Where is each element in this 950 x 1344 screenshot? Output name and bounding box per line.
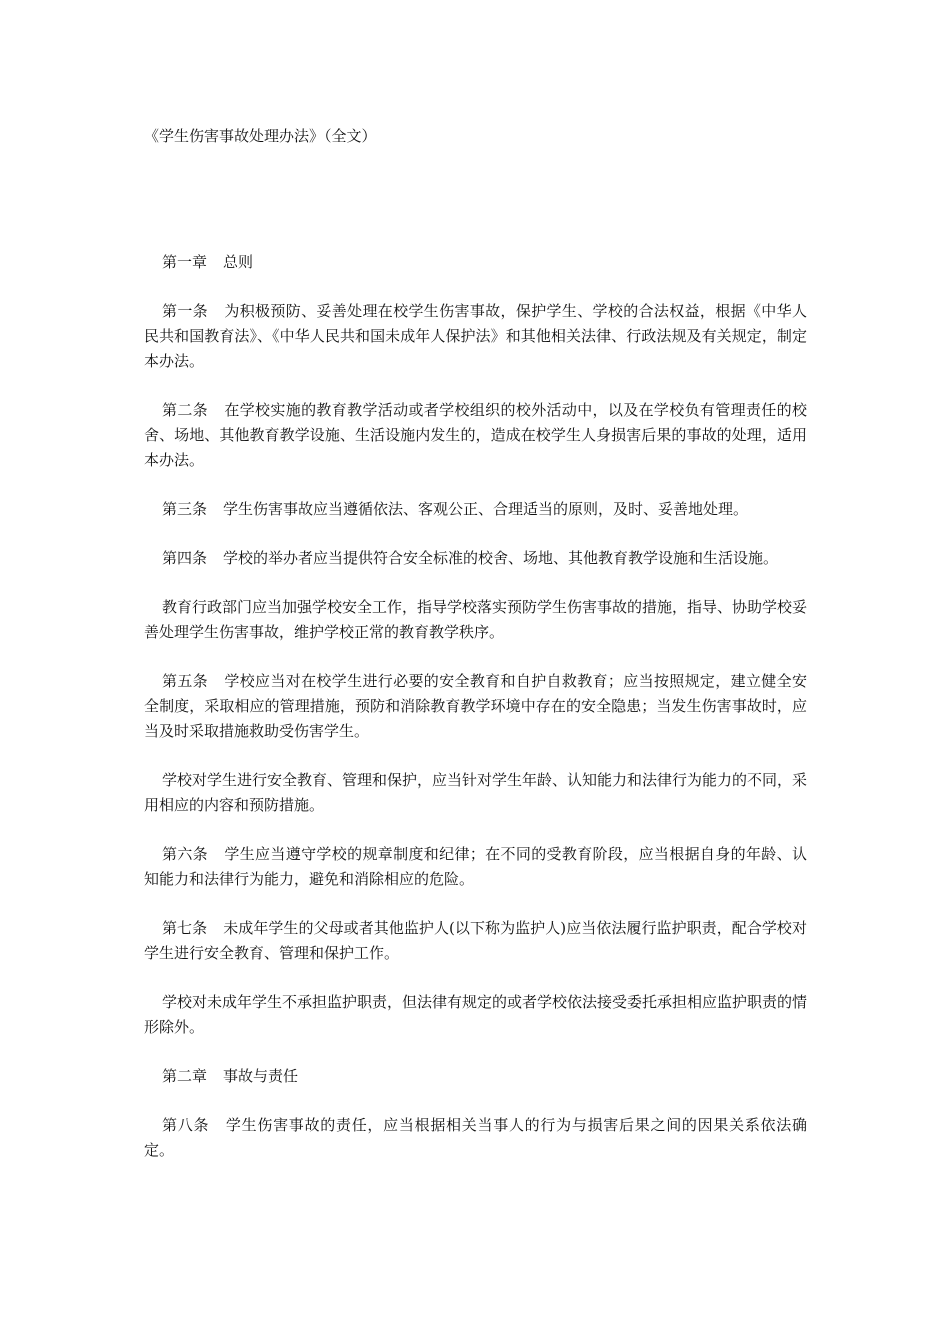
document-title: 《学生伤害事故处理办法》（全文） bbox=[144, 127, 377, 145]
article-paragraph bbox=[144, 546, 807, 571]
continuation-paragraph bbox=[144, 768, 807, 818]
article-label: 第七条 bbox=[162, 919, 208, 937]
article-text: 为积极预防、妥善处理在校学生伤害事故，保护学生、学校的合法权益，根据《中华人民共和国教育法》、《中华人民共和国未成年人保护法》和其他相关法律、行政法规及有关规定，制定本办法。 bbox=[144, 302, 807, 370]
article-text: 在学校实施的教育教学活动或者学校组织的校外活动中，以及在学校负有管理责任的校舍、场地、其他教育教学设施、生活设施内发生的，造成在校学生人身损害后果的事故的处理，适用本办法。 bbox=[144, 401, 807, 469]
article-paragraph bbox=[144, 669, 807, 744]
article-text: 学校应当对在校学生进行必要的安全教育和自护自救教育；应当按照规定，建立健全安全制度，采取相应的管理措施，预防和消除教育教学环境中存在的安全隐患；当发生伤害事故时，应当及时采取措施救助受伤害学生。 bbox=[144, 672, 807, 740]
article-label: 第八条 bbox=[162, 1116, 210, 1134]
paragraph-text: 学校对未成年学生不承担监护职责，但法律有规定的或者学校依法接受委托承担相应监护职责的情形除外。 bbox=[144, 993, 808, 1036]
article-paragraph bbox=[144, 497, 807, 522]
article-text: 学生伤害事故的责任，应当根据相关当事人的行为与损害后果之间的因果关系依法确定。 bbox=[144, 1116, 807, 1159]
article-paragraph bbox=[144, 398, 807, 473]
article-text: 学校的举办者应当提供符合安全标准的校舍、场地、其他教育教学设施和生活设施。 bbox=[223, 549, 779, 567]
article-label: 第一条 bbox=[162, 302, 209, 320]
paragraph-text: 学校对学生进行安全教育、管理和保护，应当针对学生年龄、认知能力和法律行为能力的不同，采用相应的内容和预防措施。 bbox=[144, 771, 808, 814]
chapter-label: 第二章 bbox=[162, 1067, 208, 1085]
article-label: 第五条 bbox=[162, 672, 209, 690]
article-paragraph bbox=[144, 299, 807, 374]
continuation-paragraph bbox=[144, 595, 807, 645]
chapter-title: 总则 bbox=[223, 253, 254, 271]
article-label: 第三条 bbox=[162, 500, 208, 518]
article-paragraph bbox=[144, 916, 807, 966]
article-text: 学生伤害事故应当遵循依法、客观公正、合理适当的原则，及时、妥善地处理。 bbox=[223, 500, 749, 518]
article-label: 第四条 bbox=[162, 549, 208, 567]
chapter-title: 事故与责任 bbox=[223, 1067, 299, 1085]
article-text: 未成年学生的父母或者其他监护人(以下称为监护人)应当依法履行监护职责，配合学校对学生进行安全教育、管理和保护工作。 bbox=[144, 919, 807, 962]
article-label: 第六条 bbox=[162, 845, 209, 863]
chapter-heading bbox=[144, 1064, 807, 1089]
article-text: 学生应当遵守学校的规章制度和纪律；在不同的受教育阶段，应当根据自身的年龄、认知能力和法律行为能力，避免和消除相应的危险。 bbox=[144, 845, 807, 888]
chapter-heading bbox=[144, 250, 807, 275]
article-label: 第二条 bbox=[162, 401, 209, 419]
paragraph-text: 教育行政部门应当加强学校安全工作，指导学校落实预防学生伤害事故的措施，指导、协助学校妥善处理学生伤害事故，维护学校正常的教育教学秩序。 bbox=[144, 598, 808, 641]
continuation-paragraph bbox=[144, 990, 807, 1040]
article-paragraph bbox=[144, 1113, 807, 1163]
document-body bbox=[144, 250, 807, 1187]
chapter-label: 第一章 bbox=[162, 253, 208, 271]
article-paragraph bbox=[144, 842, 807, 892]
